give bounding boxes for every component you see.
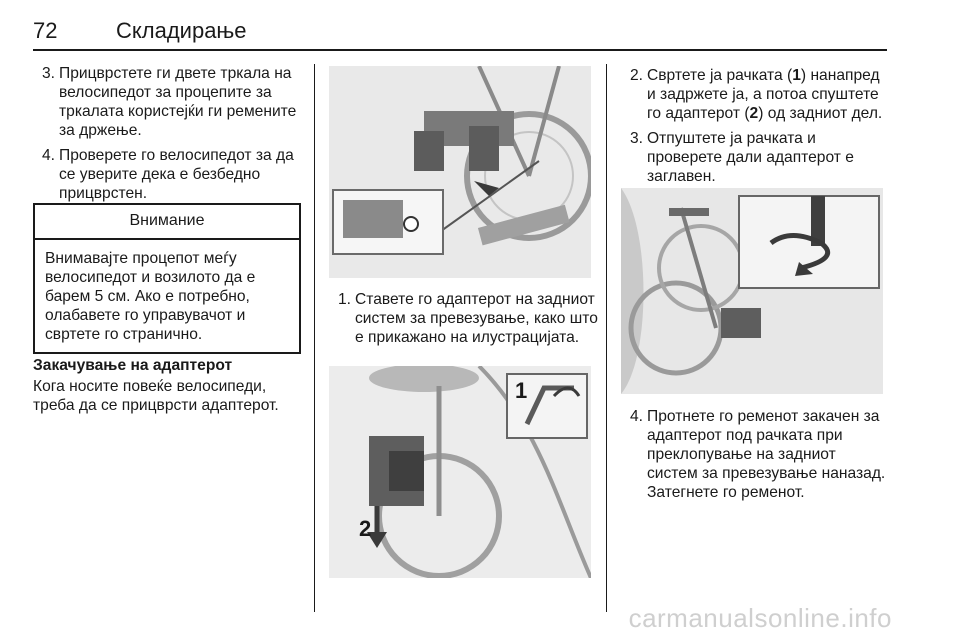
step-text-part: Свртете ја рачката ( bbox=[647, 67, 793, 84]
step-4-right bbox=[621, 407, 887, 502]
step-3-right bbox=[621, 129, 887, 186]
callout-2: 2 bbox=[359, 516, 372, 541]
step-number: 2. bbox=[630, 67, 644, 84]
step-number: 4. bbox=[630, 408, 644, 425]
page-header bbox=[33, 18, 887, 50]
step-text: Отпуштете ја рачката и проверете дали адаптерот е заглавен. bbox=[647, 130, 854, 185]
step-4 bbox=[33, 146, 303, 203]
reference-2: 2 bbox=[749, 105, 759, 122]
step-text-part: ) нанапред и задржете ја, а потоа спуштете го адаптерот ( bbox=[647, 67, 880, 122]
step-text: Проверете го велосипедот за да се уверите дека е безбедно прицврстен. bbox=[59, 147, 294, 202]
caution-title: Внимание bbox=[35, 205, 299, 240]
figure-3-illustration bbox=[621, 188, 883, 394]
figure-adapter-on-carrier bbox=[329, 66, 591, 278]
column-divider-right bbox=[606, 64, 607, 612]
figure-2-illustration bbox=[329, 366, 591, 578]
step-number: 3. bbox=[42, 65, 56, 82]
right-steps-bottom bbox=[621, 407, 887, 508]
figure-strap-under-handle bbox=[621, 188, 883, 394]
left-steps bbox=[33, 64, 303, 209]
figure-1-illustration bbox=[329, 66, 591, 278]
header-rule bbox=[33, 49, 887, 51]
watermark: carmanualsonline.info bbox=[628, 603, 892, 633]
step-number: 3. bbox=[630, 130, 644, 147]
column-divider-left bbox=[314, 64, 315, 612]
caution-text: Внимавајте процепот меѓу велосипедот и возилото да е барем 5 см. Ако е потребно, олабавете го управувачот и свртете го странично. bbox=[45, 250, 256, 343]
step-text: Прицврстете ги двете тркала на велосипедот за процепите за тркалата користејќи ги ремените за држење. bbox=[59, 65, 297, 139]
section-subheading: Закачување на адаптерот bbox=[33, 357, 233, 374]
caution-box bbox=[33, 203, 301, 354]
middle-steps bbox=[329, 290, 599, 353]
step-1 bbox=[329, 290, 599, 347]
step-text-part: ) од задниот дел. bbox=[758, 105, 883, 122]
figure-handle-and-adapter bbox=[329, 366, 591, 578]
step-number: 4. bbox=[42, 147, 56, 164]
step-number: 1. bbox=[338, 291, 352, 308]
callout-1: 1 bbox=[515, 378, 528, 403]
reference-1: 1 bbox=[792, 67, 801, 84]
page-title: Складирање bbox=[116, 18, 247, 43]
step-text: Ставете го адаптерот на задниот систем за превезување, како што е прикажано на илустрацијата. bbox=[355, 291, 598, 346]
page-number: 72 bbox=[33, 18, 58, 43]
step-text: Протнете го ременот закачен за адаптерот под рачката при преклопување на задниот систем за превезување наназад. Затегнете го ременот. bbox=[647, 408, 886, 501]
right-steps-top bbox=[621, 66, 887, 192]
section-paragraph: Кога носите повеќе велосипеди, треба да се прицврсти адаптерот. bbox=[33, 378, 279, 414]
step-2 bbox=[621, 66, 887, 123]
step-3 bbox=[33, 64, 303, 140]
